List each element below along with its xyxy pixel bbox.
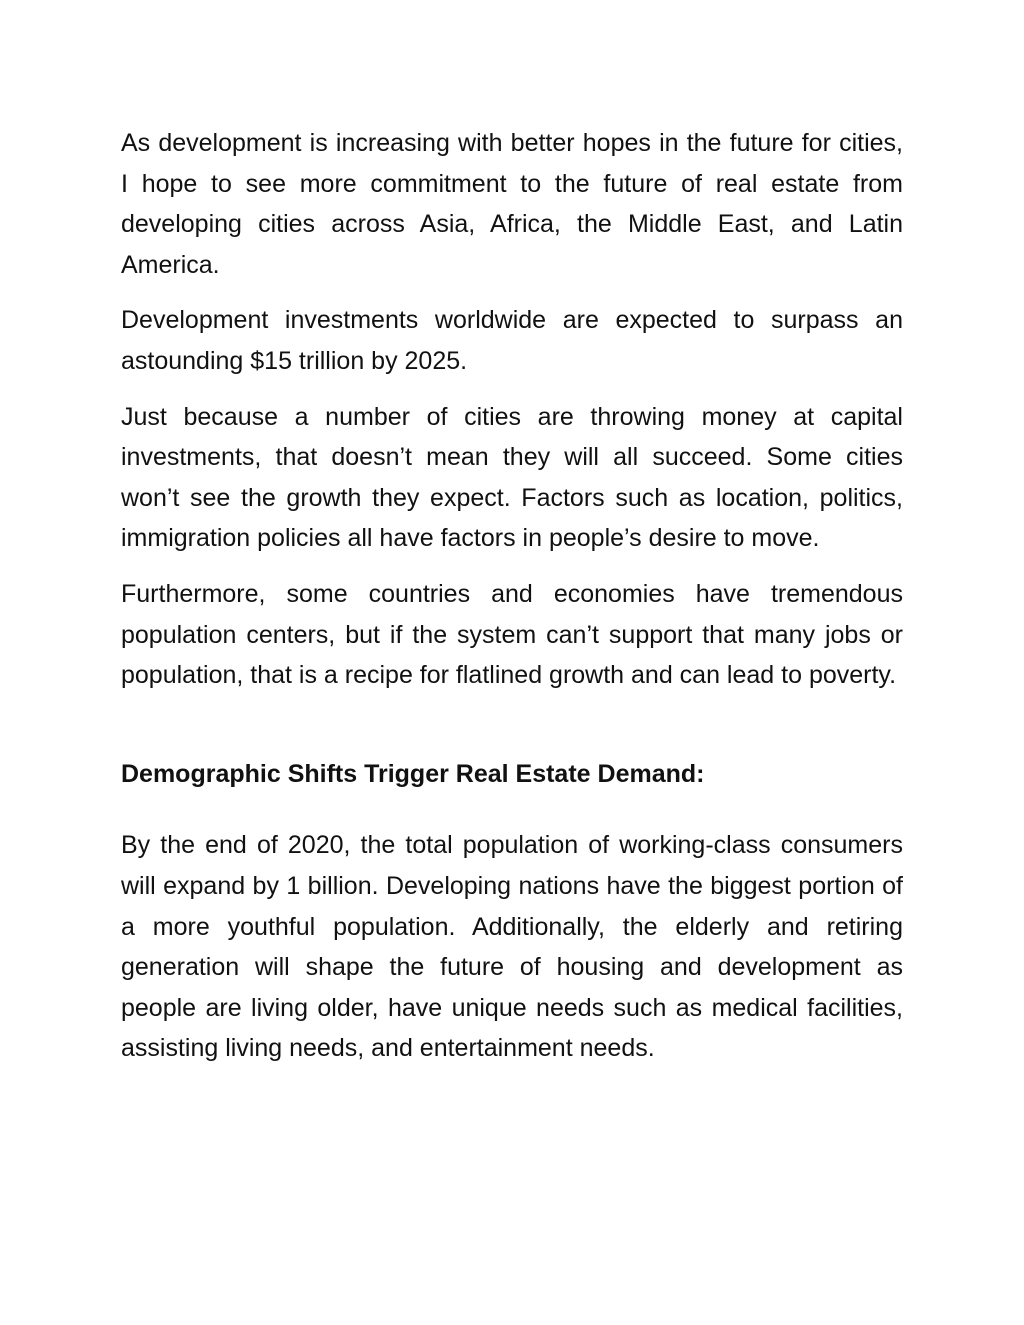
- section-heading: Demographic Shifts Trigger Real Estate Demand:: [121, 759, 705, 788]
- paragraph-investment-forecast: Development investments worldwide are expected to surpass an astounding $15 trillion by 2025.: [121, 306, 903, 375]
- paragraph-population-centers: Furthermore, some countries and economies have tremendous population centers, but if the system can’t support that many jobs or population, that is a recipe for flatlined growth and can lead to poverty.: [121, 579, 903, 690]
- document-page: [121, 123, 903, 1084]
- paragraph-demographic-shifts: By the end of 2020, the total population of working-class consumers will expand by 1 billion. Developing nations have the biggest portion of a more youthful population. Additionally, the elderly and retiring generation will shape the future of housing and development as people are living older, have unique needs such as medical facilities, assisting living needs, and entertainment needs.: [121, 831, 903, 1063]
- paragraph-cities-growth: Just because a number of cities are throwing money at capital investments, that doesn’t mean they will all succeed. Some cities won’t see the growth they expect. Factors such as location, politics, immigration policies all have factors in people’s desire to move.: [121, 402, 903, 553]
- paragraph-development-outlook: As development is increasing with better hopes in the future for cities, I hope to see more commitment to the future of real estate from developing cities across Asia, Africa, the Middle East, and Latin America.: [121, 129, 903, 279]
- section-heading-block: [121, 754, 903, 795]
